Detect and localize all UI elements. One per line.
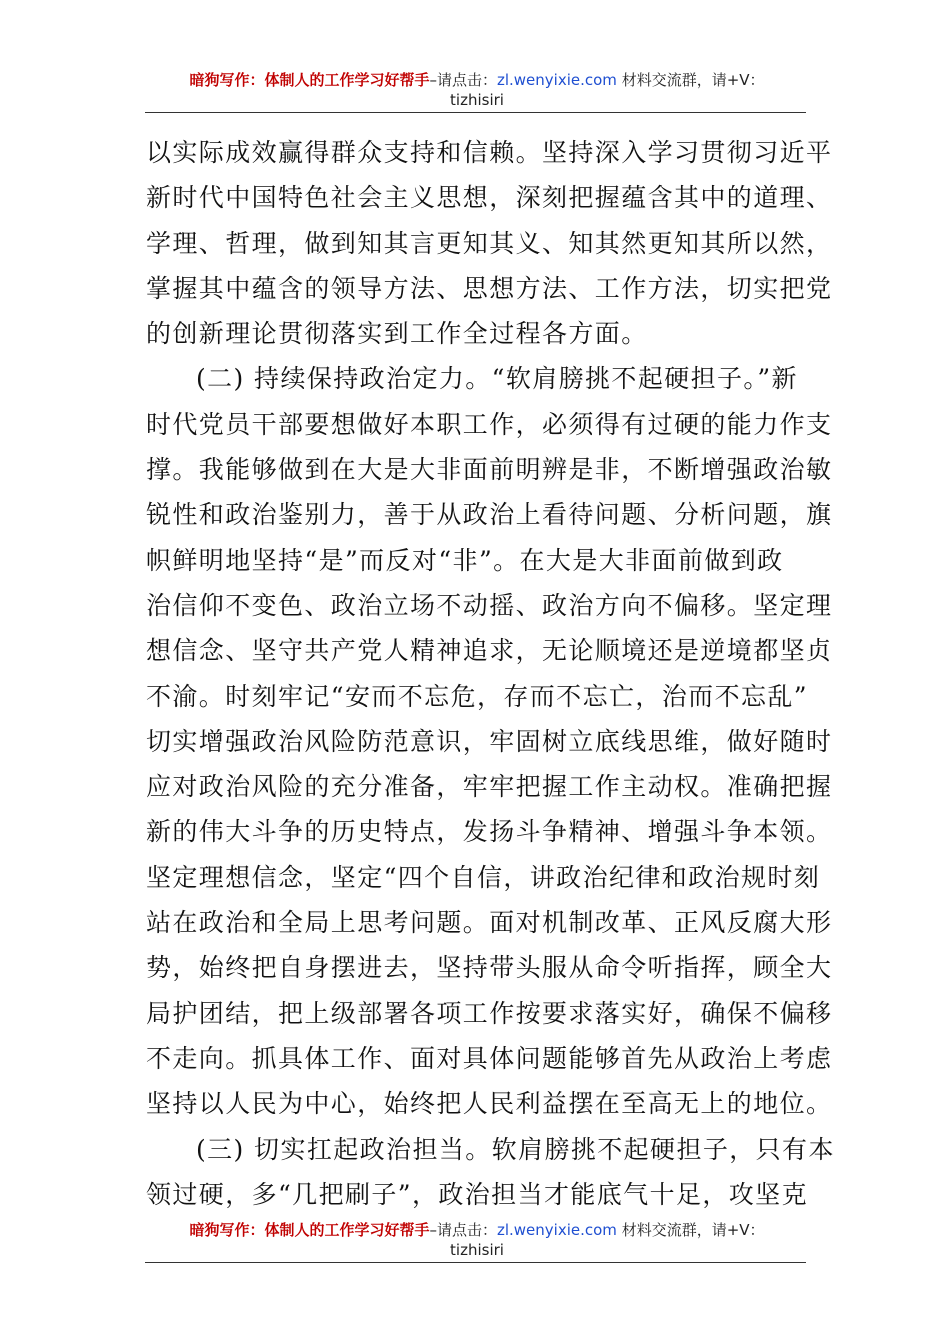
body-line: 帜鲜明地坚持“是”而反对“非”。在大是大非面前做到政 <box>146 545 784 575</box>
section-heading-line: (二) 持续保持政治定力。“软肩膀挑不起硬担子。”新 <box>196 364 798 394</box>
body-line: 治信仰不变色、政治立场不动摇、政治方向不偏移。坚定理 <box>146 590 833 620</box>
section-heading-line: (三) 切实扛起政治担当。软肩膀挑不起硬担子，只有本 <box>196 1134 835 1164</box>
header-url-link[interactable]: zl.wenyixie.com <box>496 71 617 89</box>
body-line: 的创新理论贯彻落实到工作全过程各方面。 <box>146 319 648 349</box>
footer-group-text: 材料交流群，请+V： <box>616 1221 765 1239</box>
body-line: 新时代中国特色社会主义思想，深刻把握蕴含其中的道理、 <box>146 183 833 213</box>
body-line: 局护团结，把上级部署各项工作按要求落实好，确保不偏移 <box>146 998 833 1028</box>
footer-wechat-id: tizhisiri <box>450 1241 504 1259</box>
body-line: 时代党员干部要想做好本职工作，必须得有过硬的能力作支 <box>146 409 833 439</box>
body-line: 撑。我能够做到在大是大非面前明辨是非，不断增强政治敏 <box>146 455 833 485</box>
body-line: 应对政治风险的充分准备，牢牢把握工作主动权。准确把握 <box>146 772 833 802</box>
body-line: 坚持以人民为中心，始终把人民利益摆在至高无上的地位。 <box>146 1089 833 1119</box>
header-line-1 <box>148 70 806 90</box>
footer-brand: 暗狗写作：体制人的工作学习好帮手 <box>189 1221 430 1239</box>
body-line: 坚定理想信念，坚定“四个自信，讲政治纪律和政治规时刻 <box>146 862 821 892</box>
footer-click-text: –请点击： <box>429 1221 497 1239</box>
body-line: 新的伟大斗争的历史特点，发扬斗争精神、增强斗争本领。 <box>146 817 833 847</box>
footer-url-link[interactable]: zl.wenyixie.com <box>496 1221 617 1239</box>
header-divider <box>145 112 806 113</box>
body-line: 不渝。时刻牢记“安而不忘危，存而不忘亡，治而不忘乱” <box>146 681 808 711</box>
footer-line-1 <box>148 1220 806 1240</box>
body-line: 领过硬，多“几把刷子”，政治担当才能底气十足，攻坚克 <box>146 1179 808 1209</box>
footer-banner <box>148 1220 806 1260</box>
header-group-text: 材料交流群，请+V： <box>616 71 765 89</box>
body-line: 掌握其中蕴含的领导方法、思想方法、工作方法，切实把党 <box>146 273 833 303</box>
footer-divider <box>145 1262 806 1263</box>
header-wechat-id: tizhisiri <box>450 91 504 109</box>
body-line: 学理、哲理，做到知其言更知其义、知其然更知其所以然， <box>146 228 833 258</box>
body-line: 锐性和政治鉴别力，善于从政治上看待问题、分析问题，旗 <box>146 500 833 530</box>
body-line: 站在政治和全局上思考问题。面对机制改革、正风反腐大形 <box>146 908 833 938</box>
body-line: 不走向。抓具体工作、面对具体问题能够首先从政治上考虑 <box>146 1043 833 1073</box>
body-line: 以实际成效赢得群众支持和信赖。坚持深入学习贯彻习近平 <box>146 138 833 167</box>
document-body <box>146 130 835 1217</box>
body-line: 想信念、坚守共产党人精神追求，无论顺境还是逆境都坚贞 <box>146 636 833 666</box>
body-line: 势，始终把自身摆进去，坚持带头服从命令听指挥，顾全大 <box>146 953 833 983</box>
header-click-text: –请点击： <box>429 71 497 89</box>
body-line: 切实增强政治风险防范意识，牢固树立底线思维，做好随时 <box>146 726 833 756</box>
header-brand: 暗狗写作：体制人的工作学习好帮手 <box>189 71 430 89</box>
header-banner <box>148 70 806 110</box>
